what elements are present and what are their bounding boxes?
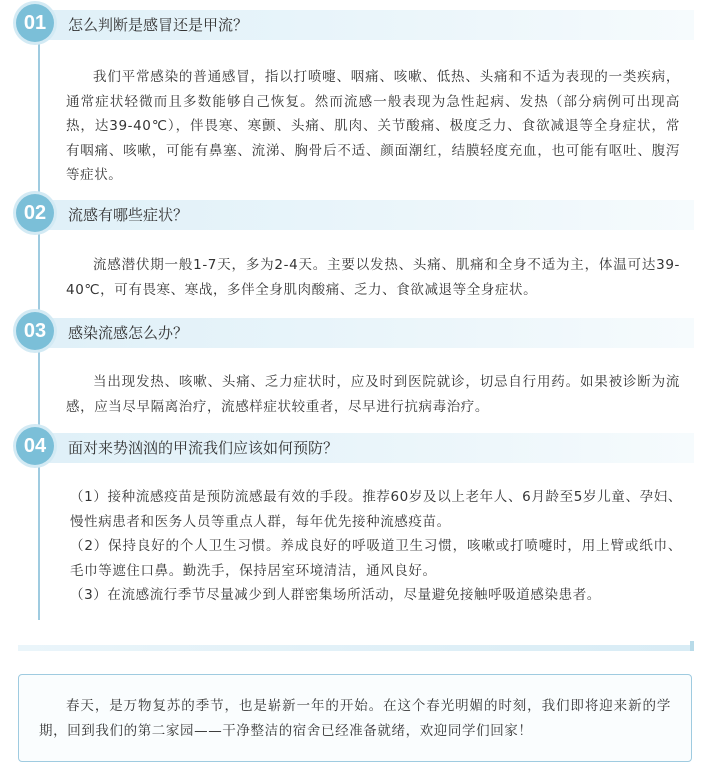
section-paragraph: 流感潜伏期一般1-7天，多为2-4天。主要以发热、头痛、肌痛和全身不适为主，体温可达39-40℃，可有畏寒、寒战，多伴全身肌肉酸痛、乏力、食欲减退等全身症状。	[66, 257, 680, 298]
section-paragraph: 我们平常感染的普通感冒，指以打喷嚏、咽痛、咳嗽、低热、头痛和不适为表现的一类疾病，通常症状轻微而且多数能够自己恢复。然而流感一般表现为急性起病、发热（部分病例可出现高热，达39-40℃），伴畏寒、寒颤、头痛、肌肉、关节酸痛、极度乏力、食欲减退等全身症状，常有咽痛、咳嗽，可能有鼻塞、流涕、胸骨后不适、颜面潮红，结膜轻度充血，也可能有呕吐、腹泻等症状。	[66, 69, 680, 183]
section-title: 面对来势汹汹的甲流我们应该如何预防？	[68, 439, 339, 457]
footer-card	[18, 674, 692, 762]
section-number-badge: 04	[16, 427, 54, 465]
section-header	[16, 194, 694, 232]
section-paragraph: （2）保持良好的个人卫生习惯。养成良好的呼吸道卫生习惯，咳嗽或打喷嚏时，用上臂或纸巾、毛巾等遮住口鼻。勤洗手，保持居室环境清洁，通风良好。	[70, 538, 682, 579]
section-divider	[18, 645, 694, 651]
section-header	[16, 427, 694, 465]
section-paragraph: （3）在流感流行季节尽量减少到人群密集场所活动，尽量避免接触呼吸道感染患者。	[70, 587, 601, 603]
section-body	[66, 370, 680, 419]
section-body	[70, 485, 682, 608]
section-header	[16, 4, 694, 42]
divider-end-mark	[690, 641, 694, 651]
section-title: 怎么判断是感冒还是甲流？	[68, 16, 249, 34]
section-title: 流感有哪些症状？	[68, 206, 189, 224]
section-paragraph: 当出现发热、咳嗽、头痛、乏力症状时，应及时到医院就诊，切忌自行用药。如果被诊断为流感，应当尽早隔离治疗，流感样症状较重者，尽早进行抗病毒治疗。	[66, 374, 680, 415]
section-number-badge: 01	[16, 4, 54, 42]
section-body	[66, 253, 680, 302]
section-paragraph: （1）接种流感疫苗是预防流感最有效的手段。推荐60岁及以上老年人、6月龄至5岁儿童、孕妇、慢性病患者和医务人员等重点人群，每年优先接种流感疫苗。	[70, 489, 682, 530]
footer-text: 春天，是万物复苏的季节，也是崭新一年的开始。在这个春光明媚的时刻，我们即将迎来新的学期，回到我们的第二家园——干净整洁的宿舍已经准备就绪，欢迎同学们回家！	[39, 698, 671, 739]
section-header	[16, 312, 694, 350]
section-number-badge: 02	[16, 194, 54, 232]
section-body	[66, 65, 680, 188]
section-number-badge: 03	[16, 312, 54, 350]
section-title: 感染流感怎么办？	[68, 324, 189, 342]
